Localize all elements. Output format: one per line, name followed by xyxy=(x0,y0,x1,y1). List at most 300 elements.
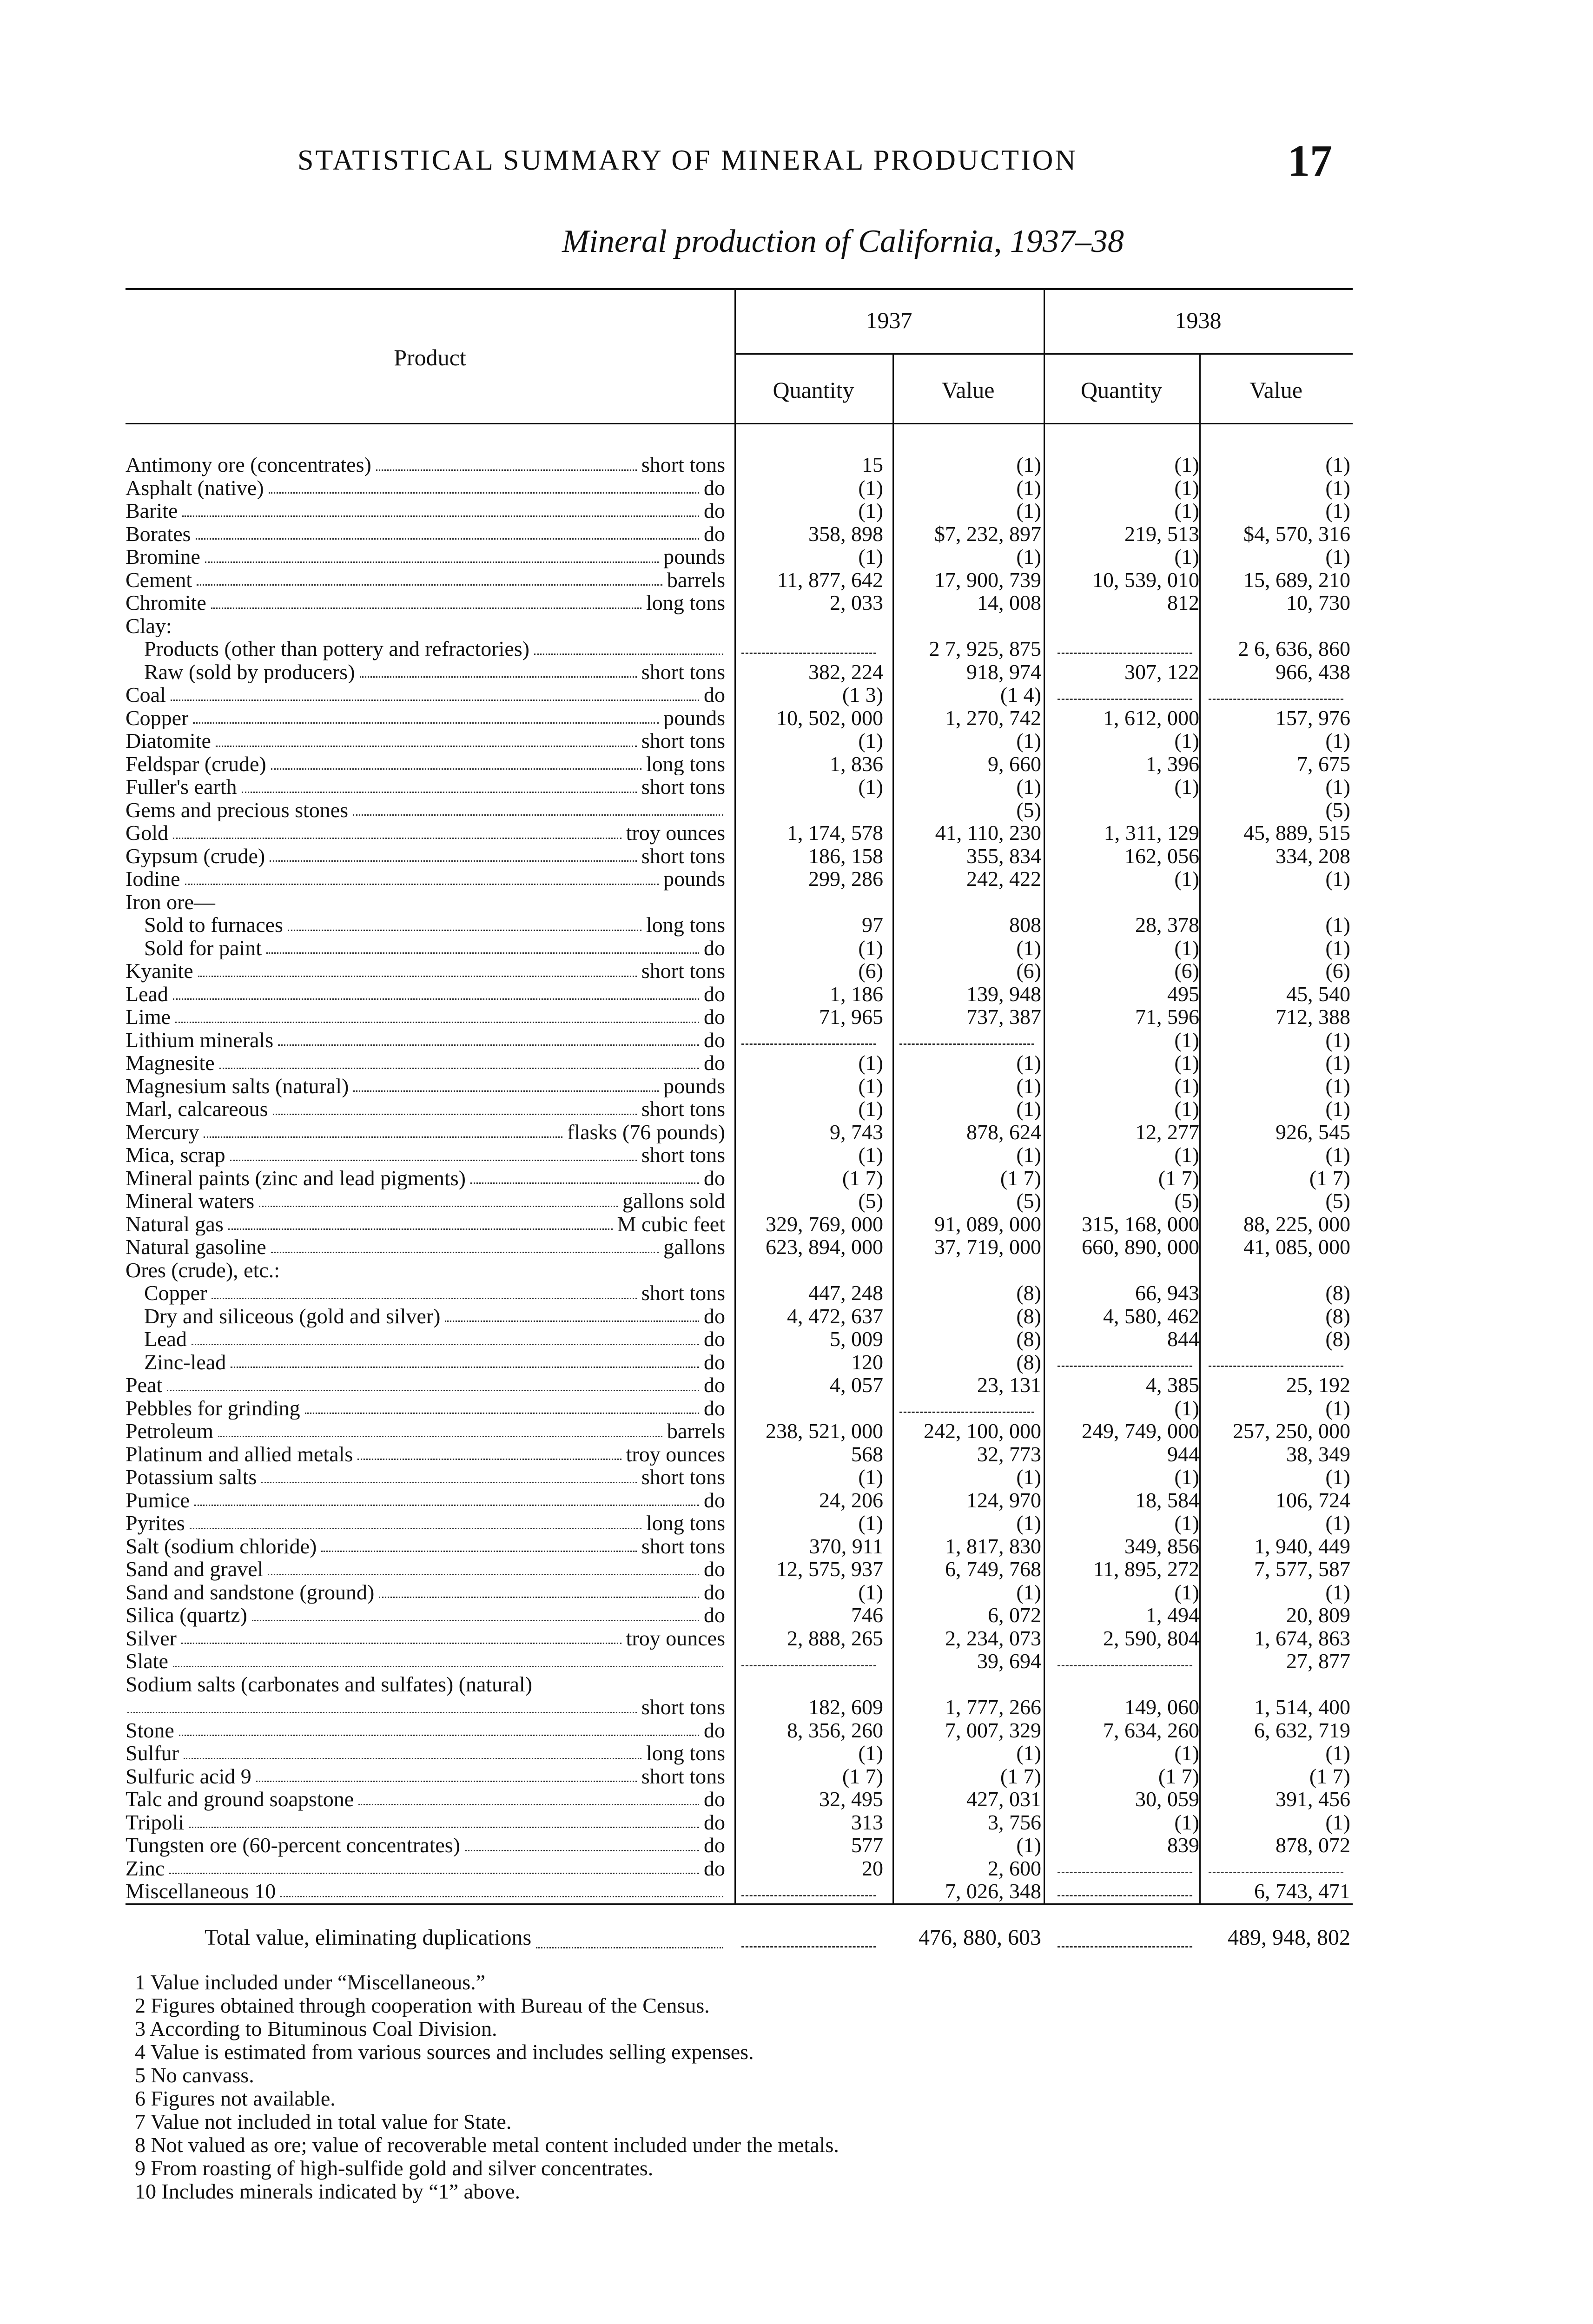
value-1937-cell xyxy=(902,959,1041,983)
product-label xyxy=(126,1075,725,1098)
cell-value: 839 xyxy=(1167,1833,1199,1857)
quantity-1938-cell xyxy=(1060,1535,1199,1558)
unit-label: troy ounces xyxy=(626,821,725,845)
table-row xyxy=(126,1189,1353,1213)
running-head: STATISTICAL SUMMARY OF MINERAL PRODUCTION xyxy=(297,145,1078,176)
unit-label: gallons sold xyxy=(622,1189,725,1213)
value-1938-cell xyxy=(1211,1788,1350,1811)
cell-value: 944 xyxy=(1167,1442,1199,1466)
cell-value: (1) xyxy=(1016,453,1041,476)
cell-value: 1, 186 xyxy=(830,982,883,1006)
cell-value: (1) xyxy=(1174,775,1199,799)
quantity-1937-cell xyxy=(744,706,883,730)
unit-label: short tons xyxy=(641,1281,725,1305)
cell-value: (1) xyxy=(1174,475,1199,500)
value-1937-cell xyxy=(902,799,1041,822)
product-label xyxy=(126,1627,725,1650)
cell-value: (1 7) xyxy=(842,1764,883,1788)
quantity-1938-cell xyxy=(1060,1558,1199,1581)
quantity-1937-cell xyxy=(744,1235,883,1259)
quantity-1937-cell xyxy=(744,959,883,983)
product-label xyxy=(126,1604,725,1627)
value-1938-cell xyxy=(1211,1051,1350,1075)
quantity-1938-cell xyxy=(1060,614,1199,638)
product-label xyxy=(126,1373,725,1397)
unit-label: do xyxy=(704,1051,725,1075)
product-label xyxy=(144,660,725,684)
quantity-1938-cell xyxy=(1060,867,1199,891)
quantity-1938-cell xyxy=(1060,1075,1199,1098)
product-name: Slate xyxy=(126,1650,171,1673)
cell-value: 334, 208 xyxy=(1276,844,1350,868)
cell-value: (8) xyxy=(1016,1350,1041,1374)
table-row xyxy=(126,614,1353,638)
dashed-rule xyxy=(1058,1872,1192,1873)
cell-value: 139, 948 xyxy=(966,982,1041,1006)
cell-value: (5) xyxy=(1325,798,1350,822)
table-row xyxy=(126,1005,1353,1029)
cell-value: (1) xyxy=(1016,1741,1041,1765)
quantity-1938-cell xyxy=(1060,799,1199,822)
cell-value: 307, 122 xyxy=(1124,660,1199,684)
dashed-rule xyxy=(1058,1665,1192,1666)
total-label-text: Total value, eliminating duplications xyxy=(205,1921,534,1954)
cell-value: 71, 965 xyxy=(819,1005,883,1029)
dashed-rule xyxy=(1209,699,1343,700)
dashed-rule xyxy=(741,1895,876,1896)
cell-value: (1) xyxy=(1325,545,1350,568)
cell-value: (1) xyxy=(1174,545,1199,568)
quantity-1937-cell xyxy=(744,522,883,546)
product-label xyxy=(126,1719,725,1742)
value-1937-cell xyxy=(902,983,1041,1006)
cell-value: (1) xyxy=(858,1143,883,1167)
unit-label: short tons xyxy=(641,1466,725,1489)
cell-value: 32, 773 xyxy=(977,1442,1041,1466)
quantity-1938-cell xyxy=(1060,729,1199,753)
quantity-1938-cell xyxy=(1060,1281,1199,1305)
cell-value: (1) xyxy=(1174,1028,1199,1052)
cell-value: (1 7) xyxy=(1309,1166,1350,1190)
product-name: Natural gas xyxy=(126,1213,226,1236)
product-label xyxy=(144,937,725,960)
value-1937-cell xyxy=(902,706,1041,730)
value-1938-cell xyxy=(1211,775,1350,799)
quantity-1937-cell xyxy=(744,799,883,822)
product-name: Sulfur xyxy=(126,1742,182,1765)
dashed-rule xyxy=(741,1665,876,1666)
cell-value: 7, 577, 587 xyxy=(1254,1557,1350,1581)
value-1938-cell xyxy=(1211,1305,1350,1328)
value-1938-cell xyxy=(1211,1834,1350,1857)
quantity-1937-cell xyxy=(744,775,883,799)
dot-leader xyxy=(268,1574,699,1575)
quantity-1938-cell xyxy=(1060,545,1199,568)
value-1937-cell xyxy=(902,1443,1041,1466)
cell-value: 14, 008 xyxy=(977,591,1041,614)
table-row xyxy=(126,983,1353,1006)
value-1938-cell xyxy=(1211,1327,1350,1351)
value-1937-cell xyxy=(902,591,1041,614)
dot-leader xyxy=(305,1413,699,1414)
quantity-1938-cell xyxy=(1060,821,1199,845)
quantity-1938-cell xyxy=(1060,937,1199,960)
quantity-1938-cell xyxy=(1060,1419,1199,1443)
table-row xyxy=(126,1419,1353,1443)
cell-value: 844 xyxy=(1167,1327,1199,1351)
unit-label: do xyxy=(704,1304,725,1327)
product-name: Gold xyxy=(126,821,171,845)
cell-value: (1 7) xyxy=(1158,1166,1199,1190)
page-number: 17 xyxy=(1288,136,1332,185)
cell-value: 8, 356, 260 xyxy=(787,1718,883,1742)
cell-value: (1) xyxy=(1174,1580,1199,1604)
table-row xyxy=(126,1075,1353,1098)
value-1937-cell xyxy=(902,453,1041,476)
product-label xyxy=(144,1351,725,1374)
cell-value: 623, 894, 000 xyxy=(766,1235,883,1259)
value-1938-cell xyxy=(1211,753,1350,776)
value-1937-cell xyxy=(902,753,1041,776)
unit-label: long tons xyxy=(646,1512,725,1535)
unit-label: long tons xyxy=(646,913,725,937)
value-1938-cell xyxy=(1211,913,1350,937)
product-name: Mineral waters xyxy=(126,1189,257,1213)
product-name: Iron ore— xyxy=(126,891,218,914)
quantity-1938-cell xyxy=(1060,591,1199,614)
cell-value: (1) xyxy=(1325,1028,1350,1052)
quantity-1938-cell xyxy=(1060,1581,1199,1604)
unit-label: pounds xyxy=(663,545,725,568)
table-row xyxy=(126,821,1353,845)
product-name: Gypsum (crude) xyxy=(126,845,268,868)
value-1938-cell xyxy=(1211,522,1350,546)
cell-value: 149, 060 xyxy=(1124,1695,1199,1719)
quantity-1938-cell xyxy=(1060,706,1199,730)
product-name: Diatomite xyxy=(126,729,214,753)
cell-value: 24, 206 xyxy=(819,1488,883,1512)
cell-value: (1) xyxy=(1016,1097,1041,1121)
unit-label: pounds xyxy=(663,1074,725,1097)
quantity-1938-cell xyxy=(1060,913,1199,937)
value-1938-cell xyxy=(1211,1235,1350,1259)
quantity-1937-cell xyxy=(744,1351,883,1374)
quantity-1937-cell xyxy=(744,1051,883,1075)
cell-value: (5) xyxy=(1016,798,1041,822)
cell-value: 299, 286 xyxy=(808,867,883,891)
product-name: Gems and precious stones xyxy=(126,799,351,822)
cell-value: 182, 609 xyxy=(808,1695,883,1719)
unit-label: troy ounces xyxy=(626,1442,725,1466)
cell-value: 926, 545 xyxy=(1276,1120,1350,1144)
cell-value: 918, 974 xyxy=(966,660,1041,684)
cell-value: (1) xyxy=(1325,1143,1350,1167)
cell-value: (1) xyxy=(1016,1511,1041,1535)
table-row xyxy=(126,937,1353,960)
dashed-rule xyxy=(1058,653,1192,654)
value-1938-cell xyxy=(1211,1650,1350,1673)
quantity-1938-cell xyxy=(1060,568,1199,592)
product-name: Sodium salts (carbonates and sulfates) (natural) xyxy=(126,1673,725,1696)
product-name: Antimony ore (concentrates) xyxy=(126,453,374,476)
product-name: Pyrites xyxy=(126,1512,188,1535)
cell-value: 7, 007, 329 xyxy=(945,1718,1041,1742)
quantity-1938-cell xyxy=(1060,1167,1199,1190)
cell-value: 20, 809 xyxy=(1286,1603,1350,1627)
value-1937-cell xyxy=(902,545,1041,568)
dot-leader xyxy=(358,1804,699,1805)
table-row xyxy=(126,1351,1353,1374)
product-label xyxy=(126,799,725,822)
cell-value: 6, 743, 471 xyxy=(1254,1879,1350,1903)
table-title: Mineral production of California, 1937–38 xyxy=(562,224,1124,259)
value-1938-cell xyxy=(1211,799,1350,822)
table-row xyxy=(126,545,1353,568)
unit-label: barrels xyxy=(667,1419,725,1443)
cell-value: 10, 730 xyxy=(1286,591,1350,614)
quantity-1937-cell xyxy=(744,1719,883,1742)
product-name: Stone xyxy=(126,1719,177,1742)
cell-value: 4, 580, 462 xyxy=(1103,1304,1199,1328)
cell-value: 12, 575, 937 xyxy=(776,1557,883,1581)
cell-value: 2, 234, 073 xyxy=(945,1626,1041,1650)
dashed-rule xyxy=(1058,1366,1192,1367)
table-row xyxy=(126,683,1353,706)
quantity-1937-cell xyxy=(744,476,883,500)
quantity-1938-cell xyxy=(1060,1627,1199,1650)
cell-value: (1) xyxy=(1325,499,1350,522)
cell-value: 124, 970 xyxy=(966,1488,1041,1512)
footnote: 4 Value is estimated from various sources and includes selling expenses. xyxy=(135,2040,754,2064)
product-name: Bromine xyxy=(126,545,203,568)
unit-label: short tons xyxy=(641,1695,725,1719)
dot-leader xyxy=(175,1022,699,1023)
quantity-1937-cell xyxy=(744,1811,883,1834)
cell-value: 1, 270, 742 xyxy=(945,706,1041,730)
table-row xyxy=(126,913,1353,937)
dot-leader xyxy=(196,538,699,540)
cell-value: 242, 422 xyxy=(966,867,1041,891)
value-1937-cell xyxy=(902,1742,1041,1765)
quantity-1937-cell xyxy=(744,660,883,684)
cell-value: (1) xyxy=(1174,1051,1199,1075)
product-label xyxy=(126,1235,725,1259)
unit-label: do xyxy=(704,1396,725,1419)
value-1937-cell xyxy=(902,522,1041,546)
value-1937-cell xyxy=(902,499,1041,522)
dashed-rule xyxy=(899,1412,1034,1413)
unit-label: short tons xyxy=(641,453,725,476)
quantity-1938-cell xyxy=(1060,1765,1199,1788)
unit-label: short tons xyxy=(641,1143,725,1167)
unit-label: do xyxy=(704,1718,725,1742)
cell-value: 28, 378 xyxy=(1135,913,1199,937)
cell-value: (8) xyxy=(1016,1304,1041,1328)
product-label xyxy=(126,1213,725,1236)
year-1938-header: 1938 xyxy=(1175,307,1222,333)
cell-value: (1) xyxy=(1016,729,1041,753)
product-name: Platinum and allied metals xyxy=(126,1443,356,1466)
table-row xyxy=(126,1489,1353,1512)
quantity-1937-cell xyxy=(744,845,883,868)
product-name: Talc and ground soapstone xyxy=(126,1788,357,1811)
cell-value: (1) xyxy=(858,936,883,960)
quantity-1937-cell xyxy=(744,1558,883,1581)
dot-leader xyxy=(269,492,699,494)
dot-leader xyxy=(204,1136,562,1138)
product-name: Pumice xyxy=(126,1489,192,1512)
cell-value: (8) xyxy=(1325,1327,1350,1351)
unit-label: do xyxy=(704,1327,725,1351)
product-label xyxy=(126,1443,725,1466)
product-label xyxy=(126,476,725,500)
unit-label: short tons xyxy=(641,1764,725,1788)
unit-label: do xyxy=(704,1005,725,1029)
quantity-1938-cell xyxy=(1060,1235,1199,1259)
product-name: Pebbles for grinding xyxy=(126,1397,303,1420)
quantity-1937-cell xyxy=(744,1788,883,1811)
cell-value: 32, 495 xyxy=(819,1787,883,1811)
dot-leader xyxy=(181,1643,621,1644)
quantity-1938-cell xyxy=(1060,522,1199,546)
value-1938-cell xyxy=(1211,568,1350,592)
quantity-1937-cell xyxy=(744,1834,883,1857)
cell-value: (1) xyxy=(1325,775,1350,799)
quantity-1937-cell xyxy=(744,891,883,914)
cell-value: (1) xyxy=(1325,729,1350,753)
product-label xyxy=(126,867,725,891)
value-1937-cell xyxy=(902,1880,1041,1903)
cell-value: 41, 085, 000 xyxy=(1243,1235,1350,1259)
value-1937-cell xyxy=(902,683,1041,706)
dot-leader xyxy=(261,1482,636,1483)
product-name: Barite xyxy=(126,499,180,522)
dot-leader xyxy=(271,1252,659,1253)
dot-leader xyxy=(179,1735,699,1736)
dot-leader xyxy=(360,676,637,678)
header-bottom-rule xyxy=(126,423,1353,424)
quantity-1937-cell xyxy=(744,867,883,891)
quantity-1938-cell xyxy=(1060,1466,1199,1489)
dot-leader xyxy=(167,1390,699,1391)
unit-label: do xyxy=(704,1350,725,1373)
product-name: Zinc xyxy=(126,1857,167,1880)
unit-label: short tons xyxy=(641,1534,725,1558)
value-1938-cell xyxy=(1211,1029,1350,1052)
table-row xyxy=(126,1604,1353,1627)
table-row xyxy=(126,568,1353,592)
value-1938-cell xyxy=(1211,1167,1350,1190)
cell-value: (8) xyxy=(1325,1304,1350,1328)
cell-value: 11, 877, 642 xyxy=(777,568,883,592)
value-1938-cell xyxy=(1211,845,1350,868)
product-label xyxy=(126,1029,725,1052)
value-1938-cell xyxy=(1211,1213,1350,1236)
cell-value: (5) xyxy=(1325,1189,1350,1213)
cell-value: (1) xyxy=(1325,1465,1350,1489)
product-label xyxy=(126,1005,725,1029)
product-name: Zinc-lead xyxy=(144,1351,229,1374)
footnote: 3 According to Bituminous Coal Division. xyxy=(135,2017,497,2040)
cell-value: 4, 057 xyxy=(830,1373,883,1397)
dot-leader xyxy=(278,1044,699,1046)
value-1937-cell xyxy=(902,729,1041,753)
cell-value: 1, 612, 000 xyxy=(1103,706,1199,730)
value-1938-cell xyxy=(1211,1627,1350,1650)
dot-leader xyxy=(353,814,723,816)
quantity-1938-cell xyxy=(1060,1327,1199,1351)
value-1937-cell xyxy=(902,1788,1041,1811)
cell-value: 9, 743 xyxy=(830,1120,883,1144)
quantity-1937-cell xyxy=(744,821,883,845)
footnote: 8 Not valued as ore; value of recoverable metal content included under the metals. xyxy=(135,2133,839,2157)
quantity-1937-cell xyxy=(744,1097,883,1121)
table-row xyxy=(126,775,1353,799)
cell-value: 120 xyxy=(851,1350,883,1374)
value-1938-cell xyxy=(1211,1466,1350,1489)
quantity-1938-cell xyxy=(1060,775,1199,799)
dot-leader xyxy=(445,1320,699,1322)
product-label xyxy=(126,1512,725,1535)
product-label xyxy=(126,1489,725,1512)
cell-value: $7, 232, 897 xyxy=(934,522,1041,546)
dot-leader xyxy=(173,998,699,1000)
product-name: Salt (sodium chloride) xyxy=(126,1535,319,1558)
table-row xyxy=(126,453,1353,476)
cell-value: (1) xyxy=(1016,936,1041,960)
dot-leader xyxy=(280,1896,723,1897)
product-label xyxy=(126,1143,725,1167)
table-row xyxy=(126,1581,1353,1604)
quantity-1937-cell xyxy=(744,545,883,568)
value-1938-cell xyxy=(1211,1558,1350,1581)
quantity-1938-cell xyxy=(1060,1213,1199,1236)
value-1938-cell xyxy=(1211,1397,1350,1420)
table-row xyxy=(126,1213,1353,1236)
unit-label: do xyxy=(704,1604,725,1627)
dot-leader xyxy=(321,1551,636,1552)
cell-value: 5, 009 xyxy=(830,1327,883,1351)
dashed-rule xyxy=(1058,1946,1192,1948)
cell-value: 37, 719, 000 xyxy=(934,1235,1041,1259)
product-label xyxy=(126,522,725,546)
table-row xyxy=(126,1235,1353,1259)
quantity-1938-cell xyxy=(1060,1719,1199,1742)
unit-label: short tons xyxy=(641,844,725,867)
dashed-rule xyxy=(1058,1895,1192,1896)
dashed-rule xyxy=(741,653,876,654)
product-label xyxy=(126,545,725,568)
cell-value: (1) xyxy=(858,1465,883,1489)
cell-value: 878, 624 xyxy=(966,1120,1041,1144)
cell-value: (1) xyxy=(1016,1833,1041,1857)
quantity-1937-cell xyxy=(744,983,883,1006)
cell-value: 162, 056 xyxy=(1124,844,1199,868)
value-1937-cell xyxy=(902,1921,1041,1954)
cell-value: 71, 596 xyxy=(1135,1005,1199,1029)
cell-value: 577 xyxy=(851,1833,883,1857)
cell-value: (1) xyxy=(1325,936,1350,960)
cell-value: 219, 513 xyxy=(1124,522,1199,546)
quantity-1938-cell xyxy=(1060,1742,1199,1765)
unit-label: troy ounces xyxy=(626,1626,725,1650)
cell-value: (1) xyxy=(1325,1741,1350,1765)
product-label xyxy=(126,1419,725,1443)
unit-label: do xyxy=(704,499,725,522)
unit-label: short tons xyxy=(641,729,725,753)
dot-leader xyxy=(185,884,659,885)
value-1937-cell xyxy=(902,1581,1041,1604)
